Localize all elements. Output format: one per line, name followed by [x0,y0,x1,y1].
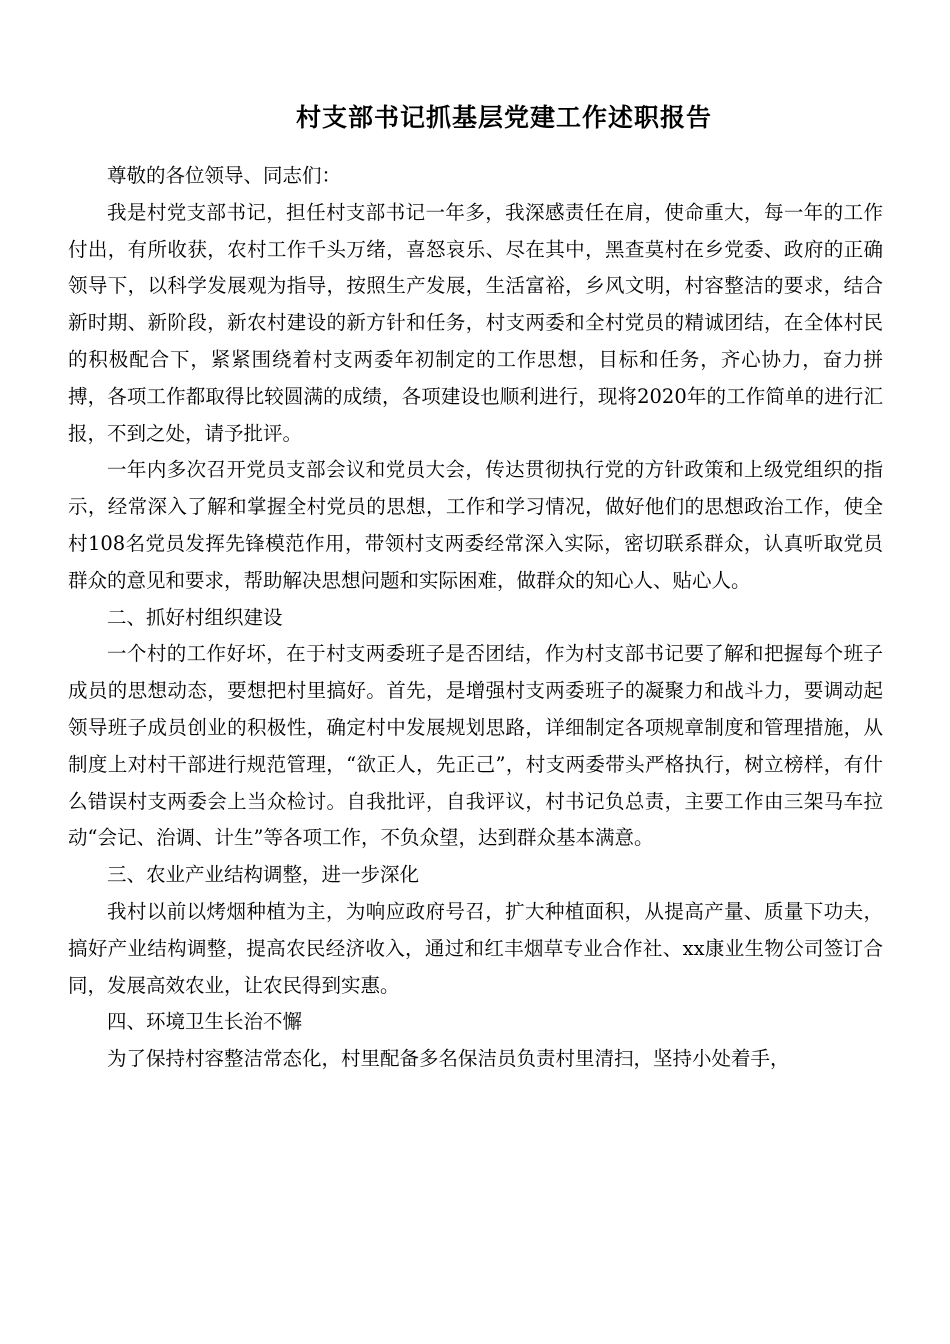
section-heading-organization: 二、抓好村组织建设 [107,605,283,629]
environment-paragraph: 为了保持村容整洁常态化，村里配备多名保洁员负责村里清扫，坚持小处着手， [107,1047,790,1071]
organization-paragraph: 一个村的工作好坏，在于村支两委班子是否团结，作为村支部书记要了解和把握每个班子成员的思想动态，要想把村里搞好。首先，是增强村支两委班子的凝聚力和战斗力，要调动起领导班子成员创业的积极性，确定村中发展规划思路，详细制定各项规章制度和管理措施，从制度上对村干部进行规范管理，“欲正人，先正己”，村支两委带头严格执行，树立榜样，有什么错误村支两委会上当众检讨。自我批评，自我评议，村书记负总责，主要工作由三架马车拉动“会记、治调、计生”等各项工作，不负众望，达到群众基本满意。 [68,642,883,850]
party-work-paragraph: 一年内多次召开党员支部会议和党员大会，传达贯彻执行党的方针政策和上级党组织的指示，经常深入了解和掌握全村党员的思想，工作和学习情况，做好他们的思想政治工作，使全村108名党员发挥先锋模范作用，带领村支两委经常深入实际，密切联系群众，认真听取党员群众的意见和要求，帮助解决思想问题和实际困难，做群众的知心人、贴心人。 [68,458,883,592]
agriculture-paragraph: 我村以前以烤烟种植为主，为响应政府号召，扩大种植面积，从提高产量、质量下功夫，搞好产业结构调整，提高农民经济收入，通过和红丰烟草专业合作社、xx康业生物公司签订合同，发展高效农业，让农民得到实惠。 [68,899,883,997]
section-heading-environment: 四、环境卫生长治不懈 [107,1010,303,1034]
intro-paragraph: 我是村党支部书记，担任村支部书记一年多，我深感责任在肩，使命重大，每一年的工作付出，有所收获，农村工作千头万绪，喜怒哀乐、尽在其中，黑查莫村在乡党委、政府的正确领导下，以科学发展观为指导，按照生产发展，生活富裕，乡风文明，村容整洁的要求，结合新时期、新阶段，新农村建设的新方针和任务，村支两委和全村党员的精诚团结，在全体村民的积极配合下，紧紧围绕着村支两委年初制定的工作思想，目标和任务，齐心协力，奋力拼搏，各项工作都取得比较圆满的成绩，各项建设也顺利进行，现将2020年的工作简单的进行汇报，不到之处，请予批评。 [68,200,883,445]
section-heading-agriculture: 三、农业产业结构调整，进一步深化 [107,863,420,887]
document-title: 村支部书记抓基层党建工作述职报告 [295,103,712,132]
salutation-paragraph: 尊敬的各位领导、同志们： [107,164,342,187]
document-body [68,158,883,1078]
